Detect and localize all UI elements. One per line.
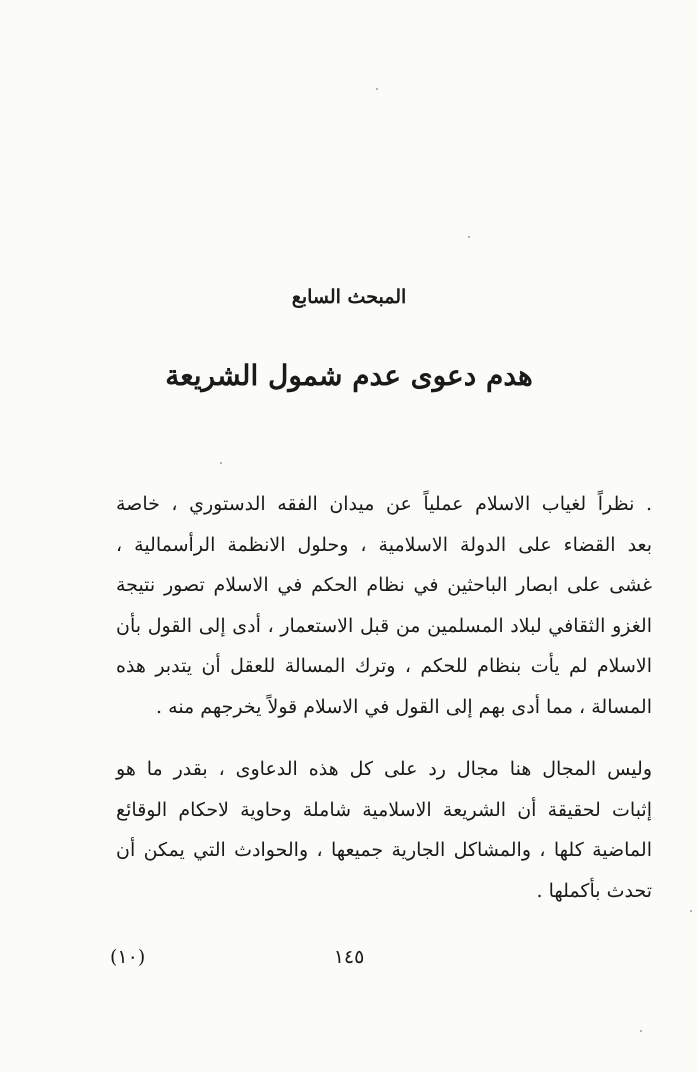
text-line: بعد القضاء على الدولة الاسلامية ، وحلول الانظمة الرأسمالية ،: [116, 533, 652, 556]
paper-speck: [220, 462, 222, 464]
text-line: وليس المجال هنا مجال رد على كل هذه الدعاوى ، بقدر ما هو: [116, 758, 652, 780]
paper-speck: [690, 910, 692, 912]
text-line: الاسلام لم يأت بنظام للحكم ، وترك المسالة للعقل أن يتدبر هذه: [116, 655, 652, 677]
text-line: الغزو الثقافي لبلاد المسلمين من قبل الاستعمار ، أدى إلى القول بأن: [116, 614, 652, 637]
page-number: ١٤٥: [333, 946, 365, 968]
paragraph-2: [116, 749, 652, 911]
text-line: . نظراً لغياب الاسلام عملياً عن ميدان الفقه الدستوري ، خاصة: [116, 493, 653, 515]
text-line: الماضية كلها ، والمشاكل الجارية جميعها ، والحوادث التي يمكن أن: [116, 839, 652, 861]
paper-speck: [640, 1030, 642, 1032]
section-label: المبحث السابع: [291, 286, 407, 308]
text-line: غشى على ابصار الباحثين في نظام الحكم في الاسلام تصور نتيجة: [116, 574, 652, 596]
page-footer: [0, 942, 698, 972]
paper-speck: [468, 236, 470, 238]
body-text: [116, 484, 652, 911]
signature-mark: (١٠): [110, 946, 146, 968]
text-line: إثبات لحقيقة أن الشريعة الاسلامية شاملة وحاوية لاحكام الوقائع: [116, 798, 652, 821]
text-line: المسالة ، مما أدى بهم إلى القول في الاسلام قولاً يخرجهم منه .: [156, 695, 652, 718]
paragraph-1: [116, 484, 652, 727]
text-line: تحدث بأكملها .: [536, 879, 652, 902]
chapter-title: هدم دعوى عدم شمول الشريعة: [165, 359, 533, 392]
paper-speck: [376, 88, 378, 90]
